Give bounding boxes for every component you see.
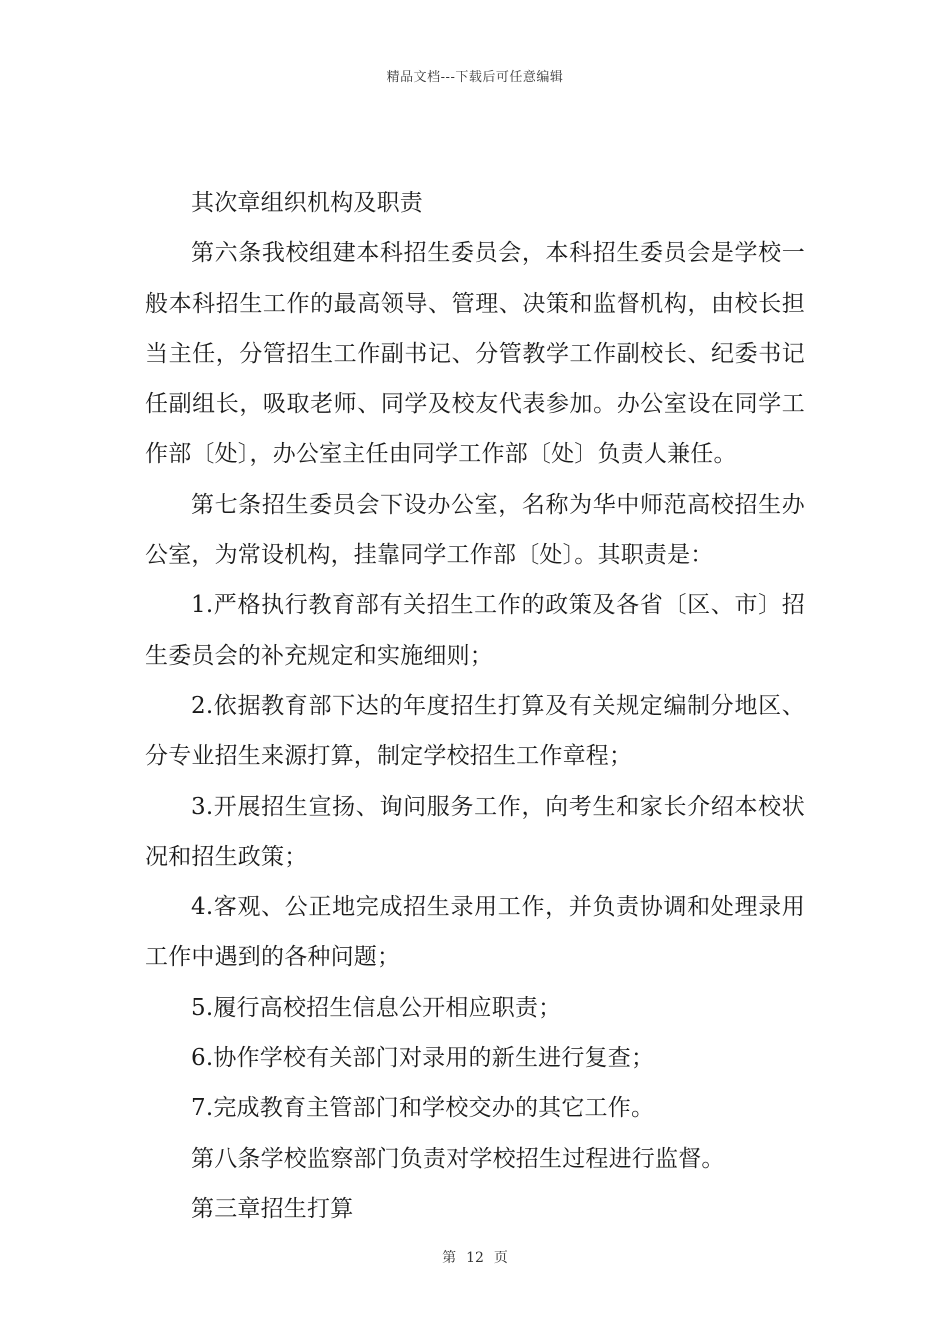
page-label-prefix: 第 [442,1250,457,1266]
duty-item-3: 3.开展招生宣扬、询问服务工作，向考生和家长介绍本校状况和招生政策； [145,793,805,870]
duty-item-1: 1.严格执行教育部有关招生工作的政策及各省〔区、市〕招生委员会的补充规定和实施细则； [145,592,805,669]
duty-item-2: 2.依据教育部下达的年度招生打算及有关规定编制分地区、分专业招生来源打算，制定学校招生工作章程； [145,692,805,770]
duty-item-7: 7.完成教育主管部门和学校交办的其它工作。 [191,1095,655,1122]
document-body [145,178,805,1234]
chapter-heading: 其次章组织机构及职责 [191,190,423,216]
duty-item-5: 5.履行高校招生信息公开相应职责； [191,994,562,1021]
page-label-suffix: 页 [493,1250,508,1266]
duty-item-6: 6.协作学校有关部门对录用的新生进行复查； [191,1045,655,1072]
page-number: 12 [466,1250,484,1266]
article-six: 第六条我校组建本科招生委员会，本科招生委员会是学校一般本科招生工作的最高领导、管理、决策和监督机构，由校长担当主任，分管招生工作副书记、分管教学工作副校长、纪委书记任副组长，吸取老师、同学及校友代表参加。办公室设在同学工作部〔处〕，办公室主任由同学工作部〔处〕负责人兼任。 [145,240,805,468]
page-header: 精品文档---下载后可任意编辑 [386,70,564,85]
article-eight: 第八条学校监察部门负责对学校招生过程进行监督。 [191,1145,725,1172]
page-footer [0,1247,950,1267]
duty-item-4: 4.客观、公正地完成招生录用工作，并负责协调和处理录用工作中遇到的各种问题； [145,894,805,971]
article-seven: 第七条招生委员会下设办公室，名称为华中师范高校招生办公室，为常设机构，挂靠同学工作部〔处〕。其职责是： [145,491,805,569]
chapter-three-heading: 第三章招生打算 [191,1195,354,1222]
